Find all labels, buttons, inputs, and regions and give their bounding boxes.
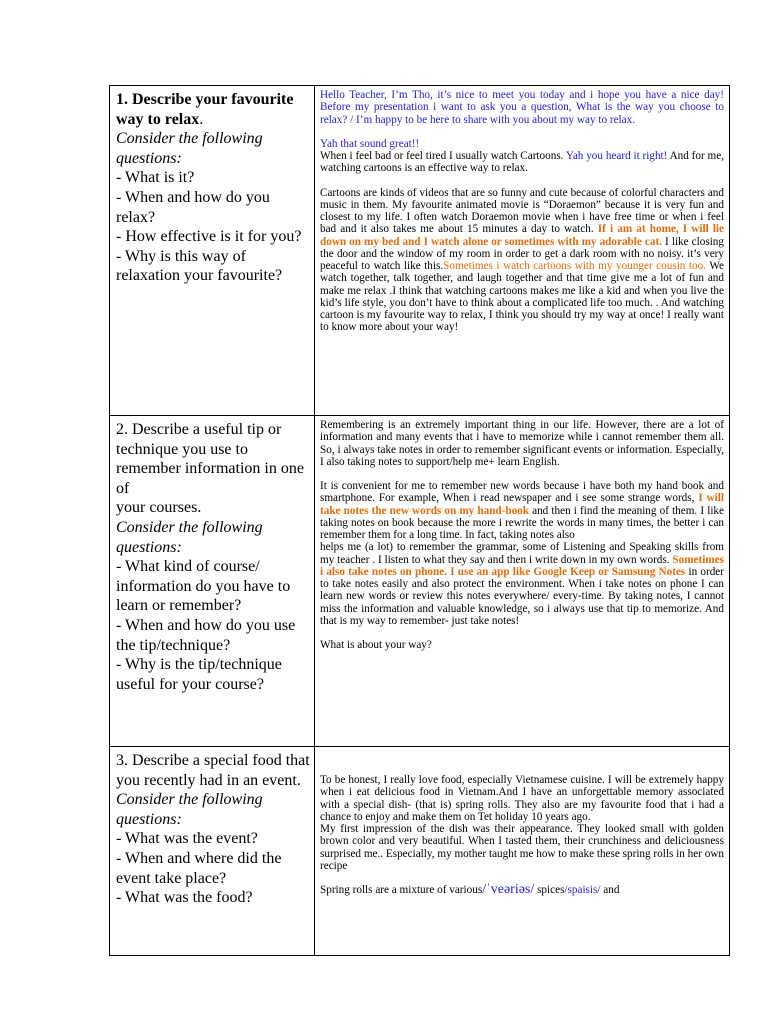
question-item: - How effective is it for you? bbox=[116, 228, 302, 246]
answer-paragraph: To be honest, I really love food, especially Vietnamese cuisine. I will be extremely happy when i eat delicious food in Vietnam.And I have an unforgettable memory associated with a special dish- (that is) spring rolls. They also are my favourite food that i had a chance to enjoy and make them on Tet holiday 10 years ago. bbox=[320, 774, 724, 823]
consider-heading: Consider the following questions: bbox=[116, 791, 263, 828]
table-row bbox=[110, 747, 730, 956]
consider-heading: Consider the following questions: bbox=[116, 130, 263, 167]
question-item: - What is it? bbox=[116, 169, 195, 187]
question-cell bbox=[110, 86, 315, 416]
question-title: 3. Describe a special food that you recently had in an event. bbox=[116, 752, 310, 789]
table-row bbox=[110, 416, 730, 747]
question-item: - What was the food? bbox=[116, 889, 253, 907]
question-item: - What was the event? bbox=[116, 830, 258, 848]
question-title: 1. Describe your favourite way to relax. bbox=[116, 91, 294, 128]
answer-cell bbox=[315, 747, 730, 956]
question-item: - Why is the tip/technique useful for your course? bbox=[116, 656, 282, 693]
question-title-cont: your courses. bbox=[116, 499, 202, 517]
question-item: - When and how do you relax? bbox=[116, 188, 270, 226]
ipa-various: /ˈveəriəs/ bbox=[482, 882, 535, 897]
answer-paragraph: helps me (a lot) to remember the grammar, some of Listening and Speaking skills from my teacher . I listen to what they say and then i write down in my own words. Sometimes i also take notes on phone. I use an app like Google Keep or Samsung Notes in order to take notes easily and also protect the environment. When i take notes on phone I can learn new words or review this notes everywhere/ every-time. By taking notes, I cannot miss the information and valuable knowledge, so i always use that tip to memorize. And that is my way to remember- just take notes! bbox=[320, 541, 724, 627]
table-row bbox=[110, 86, 730, 416]
answer-closing: What is about your way? bbox=[320, 639, 432, 651]
answer-paragraph: It is convenient for me to remember new words because i have both my hand book and smartphone. For example, When i read newspaper and i see some strange words, I will take notes the new words on my hand-book and then i find the meaning of them. I like taking notes on book because the more i rewrite the words in many times, the better i can remember them for a long time. In fact, taking notes also bbox=[320, 480, 724, 541]
consider-heading: Consider the following questions: bbox=[116, 518, 263, 556]
answer-paragraph: Remembering is an extremely important thing in our life. However, there are a lot of information and many events that i have to memorize while i cannot remember them all. So, i always take notes in order to remember significant events or information. Especially, I also taking notes to support/help me+ learn English. bbox=[320, 419, 724, 468]
answer-reply: Yah that sound great!! bbox=[320, 137, 420, 150]
answer-cell bbox=[315, 416, 730, 747]
document-table bbox=[109, 85, 730, 956]
answer-paragraph: When i feel bad or feel tired I usually watch Cartoons. Yah you heard it right! And for me, watching cartoons is an effective way to relax. bbox=[320, 150, 724, 175]
question-item: - When and where did the event take place? bbox=[116, 849, 282, 887]
question-item: - When and how do you use the tip/technique? bbox=[116, 616, 296, 654]
question-title: 2. Describe a useful tip or technique you use to remember information in one of bbox=[116, 421, 304, 497]
ipa-spices: /spaisis/ bbox=[564, 884, 601, 896]
question-cell bbox=[110, 416, 315, 747]
question-cell bbox=[110, 747, 315, 956]
question-item: - Why is this way of relaxation your favourite? bbox=[116, 247, 283, 285]
answer-cell bbox=[315, 86, 730, 416]
answer-paragraph: My first impression of the dish was their appearance. They looked small with golden brown color and very beautiful. When I tasted them, their crunchiness and deliciousness surprised me.. Especially, my mother taught me how to make these spring rolls in her own recipe bbox=[320, 823, 724, 872]
answer-intro: Hello Teacher, I’m Tho, it’s nice to meet you today and i hope you have a nice day! Before my presentation i want to ask you a question, What is the way you choose to relax? / I’m happy to be here to share with you about my way to relax. bbox=[320, 89, 724, 126]
answer-paragraph: Spring rolls are a mixture of various/ˈveəriəs/ spices/spaisis/ and bbox=[320, 882, 620, 897]
answer-paragraph: Cartoons are kinds of videos that are so funny and cute because of colorful characters and music in them. My favourite animated movie is “Doraemon” because it is very fun and closest to my life. I often watch Doraemon movie when i have free time or when i feel bad and it also takes me about 15 minutes a day to watch. If i am at home, I will lie down on my bed and I watch alone or sometimes with my adorable cat. I like closing the door and the window of my room in order to get a dark room with no noisy. it’s very peaceful to watch like this.Sometimes i watch cartoons with my younger cousin too. We watch together, talk together, and laugh together and that time give me a lot of fun and make me relax .I think that watching cartoons makes me like a kid and when you live the kid’s life style, you don’t have to think about a complicated life too much. . And watching cartoon is my favourite way to relax, I think you should try my way at once! I really want to know more about your way! bbox=[320, 186, 724, 334]
question-item: - What kind of course/ information do you have to learn or remember? bbox=[116, 558, 291, 615]
